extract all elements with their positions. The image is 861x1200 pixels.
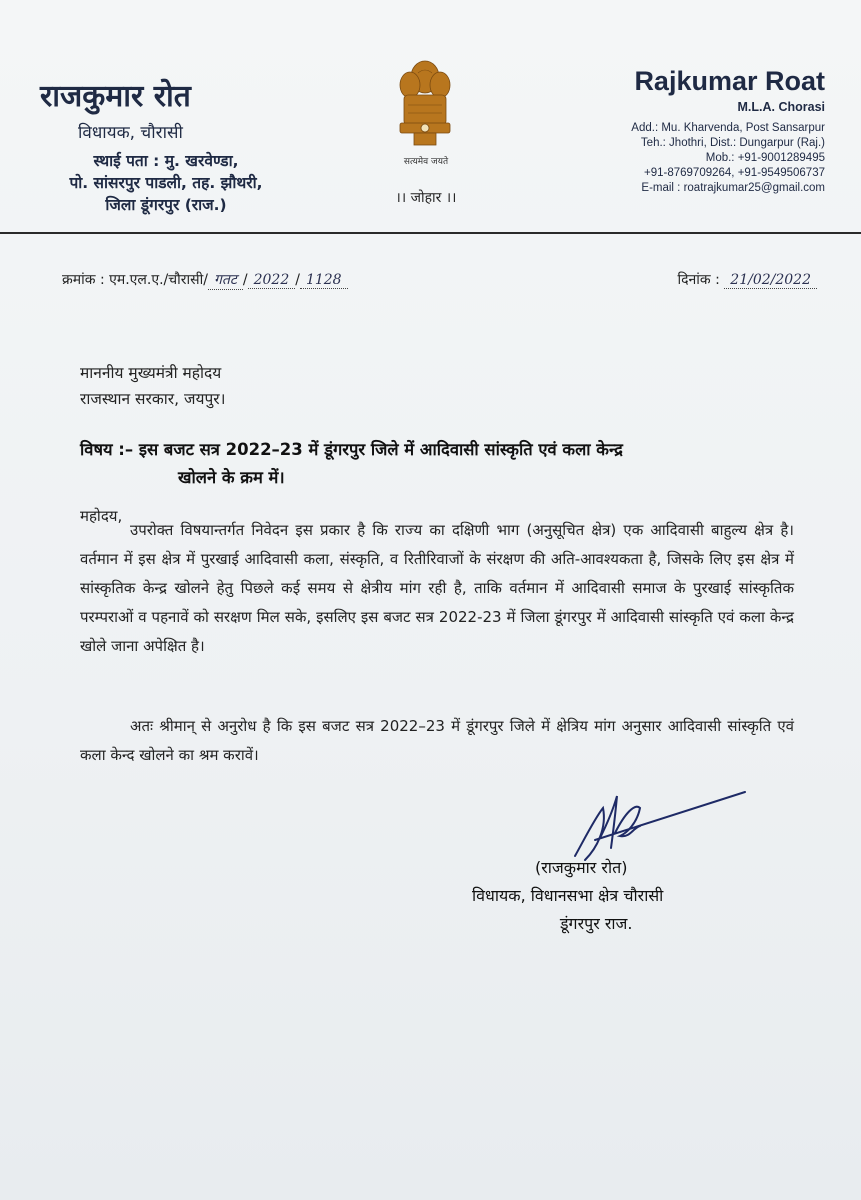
body-paragraph: अतः श्रीमान् से अनुरोध है कि इस बजट सत्र 2022–23 में डूंगरपुर जिले में क्षेत्रिय मांग अनुसार आदिवासी सांस्कृति एवं कला केन्द खोलने का श्रम करावें। bbox=[80, 717, 794, 764]
reference-serial: 1128 bbox=[300, 272, 348, 289]
letterhead-divider bbox=[0, 232, 861, 234]
hindi-address bbox=[36, 150, 296, 216]
addressee-line: माननीय मुख्यमंत्री महोदय bbox=[80, 364, 222, 382]
date-label: दिनांक : bbox=[677, 272, 720, 288]
reference-number bbox=[62, 270, 348, 290]
english-mobile-line: Mob.: +91-9001289495 bbox=[705, 152, 825, 164]
english-address-line: Add.: Mu. Kharvenda, Post Sansarpur bbox=[631, 122, 825, 134]
hindi-address-line: स्थाई पता : मु. खरवेण्डा, bbox=[93, 152, 239, 170]
emblem-motto: सत्यमेव जयते bbox=[403, 157, 449, 167]
national-emblem-icon bbox=[390, 55, 460, 170]
addressee-line: राजस्थान सरकार, जयपुर। bbox=[80, 390, 226, 408]
signatory-designation: विधायक, विधानसभा क्षेत्र चौरासी bbox=[472, 886, 664, 905]
salutation: महोदय, bbox=[80, 507, 123, 525]
hindi-address-line: जिला डूंगरपुर (राज.) bbox=[105, 196, 227, 214]
english-address bbox=[631, 121, 825, 196]
subject-text: खोलने के क्रम में। bbox=[178, 468, 285, 487]
reference-part: गतट bbox=[208, 270, 243, 290]
reference-separator: / bbox=[242, 272, 248, 288]
hindi-address-line: पो. सांसरपुर पाडली, तह. झौथरी, bbox=[69, 174, 263, 192]
english-address-line: Teh.: Jhothri, Dist.: Dungarpur (Raj.) bbox=[640, 137, 825, 149]
date-value: 21/02/2022 bbox=[724, 272, 817, 289]
english-name: Rajkumar Roat bbox=[634, 66, 825, 96]
reference-year: 2022 bbox=[248, 272, 296, 289]
letter-date bbox=[677, 270, 817, 289]
english-email: E-mail : roatrajkumar25@gmail.com bbox=[641, 182, 825, 194]
english-designation: M.L.A. Chorasi bbox=[737, 100, 825, 114]
addressee bbox=[80, 360, 225, 412]
hindi-designation: विधायक, चौरासी bbox=[78, 123, 183, 143]
body-paragraph: उपरोक्त विषयान्तर्गत निवेदन इस प्रकार है कि राज्य का दक्षिणी भाग (अनुसूचित क्षेत्र) एक आदिवासी बाहुल्य क्षेत्र है। वर्तमान में इस क्षेत्र में पुरखाई आदिवासी कला, संस्कृति, व रितीरिवाजों के संरक्षण की अति-आवश्यकता है, जिसके लिए इस क्षेत्र में सांस्कृतिक केन्द्र खोलने हेतु पिछले कई समय से क्षेत्रीय मांग रही है, ताकि वर्तमान में आदिवासी समाज के पुरखाई सांस्कृतिक परम्पराओं व पहनावें को सरक्षण मिल सके, इसलिए इस बजट सत्र 2022-23 में जिला डूंगरपुर में आदिवासी सांस्कृति एवं कला केन्द्र खोले जाना अपेक्षित है। bbox=[80, 521, 794, 655]
hindi-name: राजकुमार रोत bbox=[40, 79, 191, 114]
reference-label: क्रमांक : एम.एल.ए./चौरासी/ bbox=[62, 272, 208, 288]
subject-text: इस बजट सत्र 2022–23 में डूंगरपुर जिले में आदिवासी सांस्कृति एवं कला केन्द्र bbox=[138, 440, 623, 459]
greeting-johar: ।। जोहार ।। bbox=[395, 190, 457, 206]
subject bbox=[80, 436, 800, 492]
reference-separator: / bbox=[295, 272, 300, 288]
signatory-name: (राजकुमार रोत) bbox=[535, 858, 628, 877]
signatory-place: डूंगरपुर राज. bbox=[560, 914, 633, 933]
subject-label: विषय :– bbox=[80, 440, 134, 459]
english-mobile-line: +91-8769709264, +91-9549506737 bbox=[644, 167, 825, 179]
